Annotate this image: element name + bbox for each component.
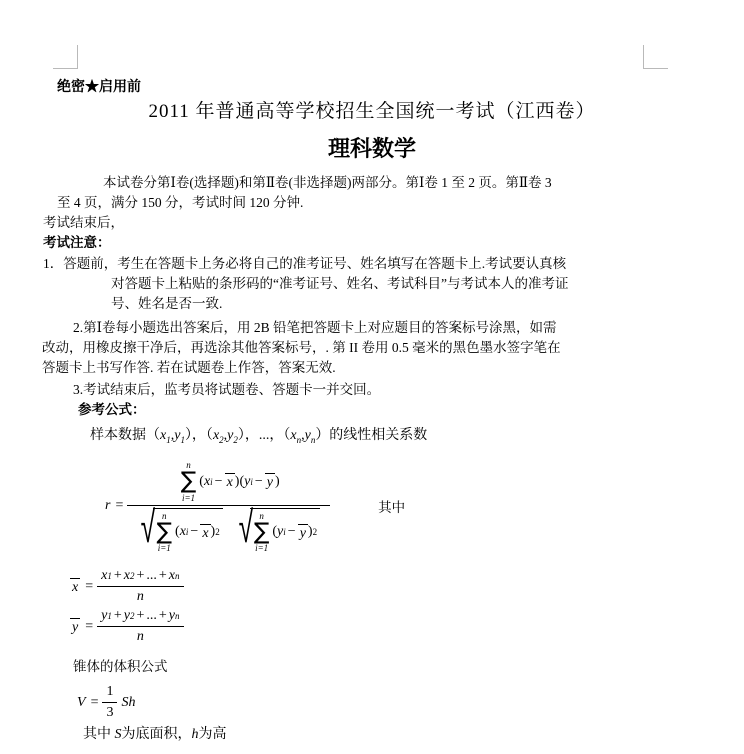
y-mean-formula: y = y 1 + y 2 + ... + y n n <box>70 608 184 645</box>
notice-item-1-line-1: 1．答题前，考生在答题卡上务必将自己的准考证号、姓名填写在答题卡上.考试要认真核 <box>43 256 567 271</box>
superscript-2: 2 <box>312 527 318 538</box>
minus-sign: − <box>254 473 263 489</box>
fraction-numerator <box>174 460 284 505</box>
sigma-operator <box>181 460 197 503</box>
pair-separator: ），（ <box>184 428 213 443</box>
var-y: y <box>244 473 251 489</box>
paren-close: ) <box>234 473 240 489</box>
notice-item-2-line-3: 答题卡上书写作答. 若在试题卷上作答，答案无效. <box>42 360 336 375</box>
ellipsis: ... <box>146 608 157 623</box>
var-y: y <box>227 428 234 443</box>
sigma-operator: n ∑ i=1 <box>253 510 270 554</box>
ellipsis: ... <box>146 568 157 583</box>
var-n: n <box>136 589 144 604</box>
main-fraction <box>127 460 330 552</box>
subscript-2: 2 <box>233 435 238 445</box>
sample-data-sentence <box>90 424 427 452</box>
exam-title: 2011 年普通高等学校招生全国统一考试（江西卷） <box>148 101 596 122</box>
subject-title: 理科数学 <box>327 136 416 161</box>
comma: , <box>223 428 228 443</box>
radical-icon: √ <box>141 502 156 554</box>
notice-item-1-line-3: 号、姓名是否一致. <box>111 296 223 311</box>
subscript-i: i <box>250 476 253 487</box>
intro-line-2: 至 4 页，满分 150 分，考试时间 120 分钟. <box>57 195 304 210</box>
notice-item-1 <box>43 254 568 314</box>
intro-paragraph <box>57 173 552 213</box>
var-x: x <box>212 428 220 443</box>
equals-sign: = <box>90 694 99 710</box>
x-bar: x <box>72 579 79 595</box>
notice-item-2-line-1: 2.第Ⅰ卷每小题选出答案后，用 2B 铅笔把答题卡上对应题目的答案标号涂黑，如需 <box>73 320 557 335</box>
sigma-upper-limit: n <box>186 460 191 470</box>
x-bar: x <box>226 475 233 491</box>
equals-sign: = <box>115 498 124 514</box>
sqrt-x-term: √ n ∑ i=1 ( x i − x ) 2 <box>131 508 222 552</box>
comma: , <box>170 428 175 443</box>
var-S: S <box>114 727 122 742</box>
paren-open: ( <box>199 473 204 489</box>
notice-heading: 考试注意： <box>43 235 111 250</box>
equals-sign: = <box>85 578 94 594</box>
sigma-icon: ∑ <box>253 518 270 545</box>
notice-item-1-line-2: 对答题卡上粘贴的条形码的“准考证号、姓名、考试科目”与考试本人的准考证 <box>111 276 569 291</box>
var-Sh: Sh <box>121 694 136 710</box>
y-bar: y <box>266 475 273 491</box>
var-y: y <box>174 428 181 443</box>
var-n: n <box>136 629 144 644</box>
var-x: x <box>203 473 211 489</box>
reference-formula-heading: 参考公式： <box>78 402 146 417</box>
superscript-2: 2 <box>215 527 220 538</box>
comma: , <box>301 428 305 443</box>
cone-volume-formula: V = $\frac{1}{3}$ Sh <box>77 684 136 720</box>
sample-suffix: ）的线性相关系数 <box>315 428 428 443</box>
fraction-denominator <box>127 502 330 554</box>
paren-close: ) <box>275 473 280 489</box>
var-x: x <box>290 428 297 443</box>
sigma-lower-limit: i=1 <box>181 492 196 503</box>
side-note: 其中 <box>378 500 406 516</box>
subscript-n: n <box>310 435 316 445</box>
cone-volume-heading: 锥体的体积公式 <box>73 659 168 674</box>
minus-sign: − <box>214 473 223 489</box>
radical-icon: √ <box>238 502 253 554</box>
var-V: V <box>77 694 86 710</box>
sigma-icon: ∑ <box>156 518 173 545</box>
sigma-operator: n ∑ i=1 <box>156 510 173 554</box>
var-x: x <box>160 428 167 443</box>
classification-label: 绝密★启用前 <box>57 80 141 95</box>
margin-corner-mark-left <box>53 45 78 69</box>
sqrt-y-term: √ n ∑ i=1 ( y i − y ) 2 <box>229 508 320 552</box>
subscript-n: n <box>296 435 302 445</box>
var-h: h <box>191 727 199 742</box>
subscript-1: 1 <box>180 435 185 445</box>
x-mean-formula: x = x 1 + x 2 + ... + x n n <box>70 568 184 605</box>
paren-open: ( <box>239 473 245 489</box>
sample-prefix: 样本数据（ <box>90 428 160 443</box>
after-exam-note: 考试结束后， <box>43 215 124 230</box>
subscript-2: 2 <box>219 435 224 445</box>
var-r: r <box>105 498 111 514</box>
y-bar: y <box>72 619 79 635</box>
intro-line-1: 本试卷分第Ⅰ卷(选择题)和第Ⅱ卷(非选择题)两部分。第Ⅰ卷 1 至 2 页。第Ⅱ卷 3 <box>103 175 552 190</box>
subscript-1: 1 <box>166 435 171 445</box>
cone-volume-note: 其中 S为底面积，h为高 <box>83 727 227 742</box>
correlation-coefficient-formula <box>105 460 405 552</box>
var-y: y <box>304 428 311 443</box>
sigma-icon: ∑ <box>180 467 197 494</box>
subscript-i: i <box>210 476 213 487</box>
notice-item-2 <box>42 318 561 378</box>
notice-item-2-line-2: 改动，用橡皮擦干净后，再选涂其他答案标号，. 第 II 卷用 0.5 毫米的黑色墨水签字笔在 <box>42 340 561 355</box>
notice-item-3: 3.考试结束后，监考员将试题卷、答题卡一并交回。 <box>73 382 381 397</box>
margin-corner-mark-right <box>643 45 668 69</box>
equals-sign: = <box>85 618 94 634</box>
dots-separator: ），...，（ <box>237 428 291 443</box>
